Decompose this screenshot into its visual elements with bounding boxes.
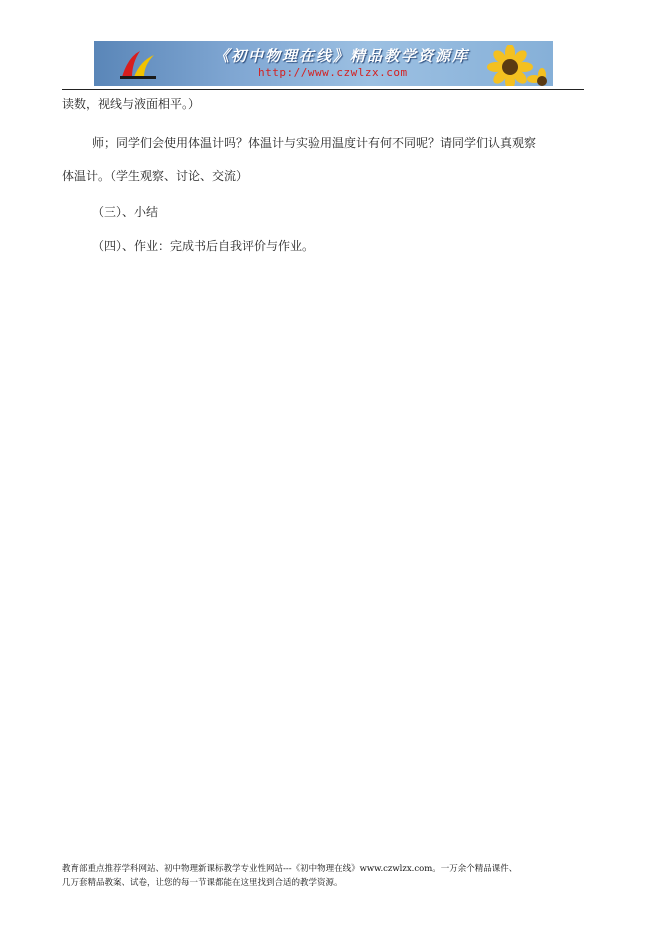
footer-line-1: 教育部重点推荐学科网站、初中物理新课标教学专业性网站---《初中物理在线》www.czwlzx.com。一万余个精品课件、 <box>62 864 518 874</box>
page-footer <box>62 862 602 890</box>
banner-title: 《初中物理在线》精品教学资源库 <box>214 47 470 65</box>
header-banner <box>94 41 553 86</box>
footer-line-2: 几万套精品教案、试卷，让您的每一节课都能在这里找到合适的教学资源。 <box>62 878 343 888</box>
section-homework-heading: （四）、作业：完成书后自我评价与作业。 <box>92 239 315 253</box>
paragraph-1: 读数，视线与液面相平。） <box>62 97 201 111</box>
section-summary-heading: （三）、小结 <box>92 205 159 219</box>
site-logo-icon <box>118 47 158 81</box>
paragraph-2: 师；同学们会使用体温计吗？体温计与实验用温度计有何不同呢？请同学们认真观察 <box>92 136 537 150</box>
paragraph-3: 体温计。（学生观察、讨论、交流） <box>62 169 249 183</box>
banner-url[interactable]: http://www.czwlzx.com <box>258 66 408 79</box>
header-divider <box>62 89 584 90</box>
sunflower-icon <box>474 45 553 86</box>
